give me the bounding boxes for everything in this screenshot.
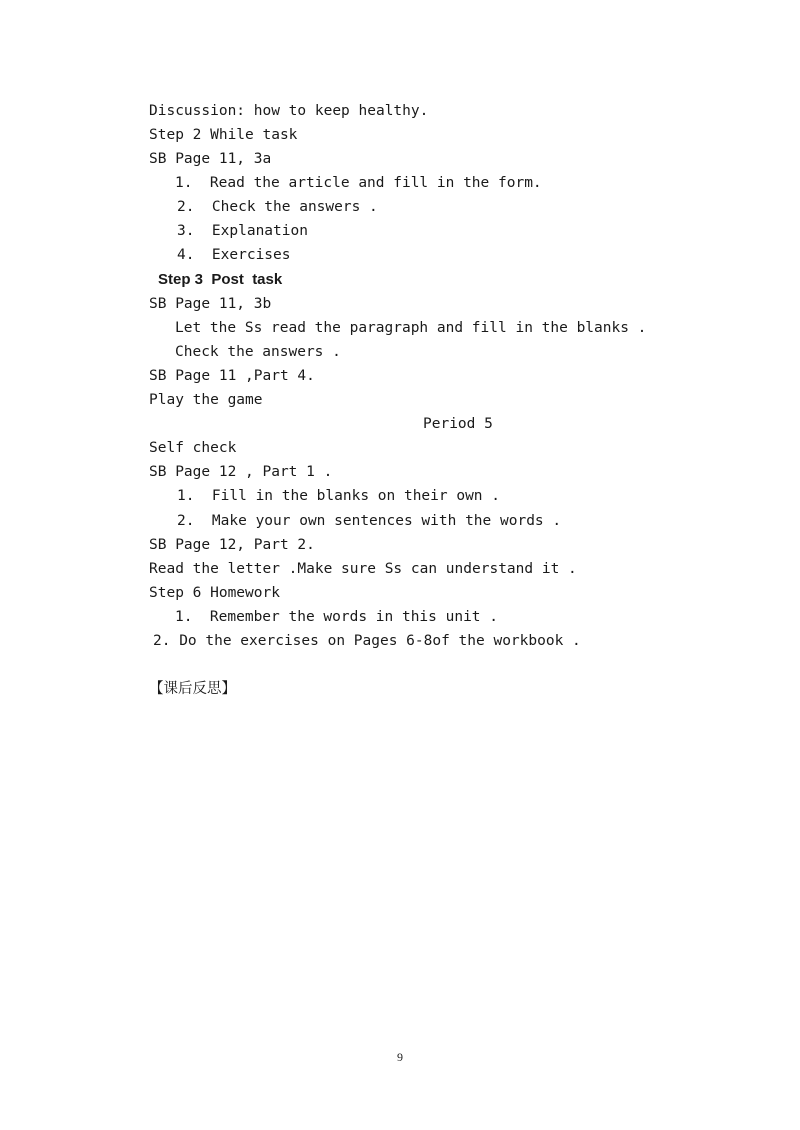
discussion-line: Discussion: how to keep healthy. (149, 103, 429, 119)
list-item: 2. Do the exercises on Pages 6-8of the workbook . (153, 633, 581, 649)
list-item: 3. Explanation (177, 223, 308, 239)
reflection-heading: 【课后反思】 (149, 681, 236, 697)
instruction-line: Let the Ss read the paragraph and fill in the blanks . (175, 320, 647, 336)
self-check-line: Self check (149, 440, 237, 456)
play-the-game-line: Play the game (149, 392, 263, 408)
instruction-line: Check the answers . (175, 344, 341, 360)
sb-page-11-3b: SB Page 11, 3b (149, 296, 272, 312)
step-2-heading: Step 2 While task (149, 127, 298, 143)
list-item: 1. Remember the words in this unit . (175, 609, 499, 625)
sb-page-11-3a: SB Page 11, 3a (149, 151, 272, 167)
list-item: 2. Check the answers . (177, 199, 378, 215)
read-letter-line: Read the letter .Make sure Ss can understand it . (149, 561, 577, 577)
page-number: 9 (397, 1050, 403, 1064)
step-6-heading: Step 6 Homework (149, 585, 280, 601)
sb-page-12-part-1: SB Page 12 , Part 1 . (149, 464, 333, 480)
list-item: 2. Make your own sentences with the words . (177, 513, 562, 529)
period-heading: Period 5 (423, 416, 493, 432)
list-item: 1. Fill in the blanks on their own . (177, 488, 501, 504)
list-item: 4. Exercises (177, 247, 291, 263)
list-item: 1. Read the article and fill in the form. (175, 175, 542, 191)
sb-page-12-part-2: SB Page 12, Part 2. (149, 537, 315, 553)
sb-page-11-part-4: SB Page 11 ,Part 4. (149, 368, 315, 384)
step-3-heading: Step 3 Post task (158, 271, 283, 288)
